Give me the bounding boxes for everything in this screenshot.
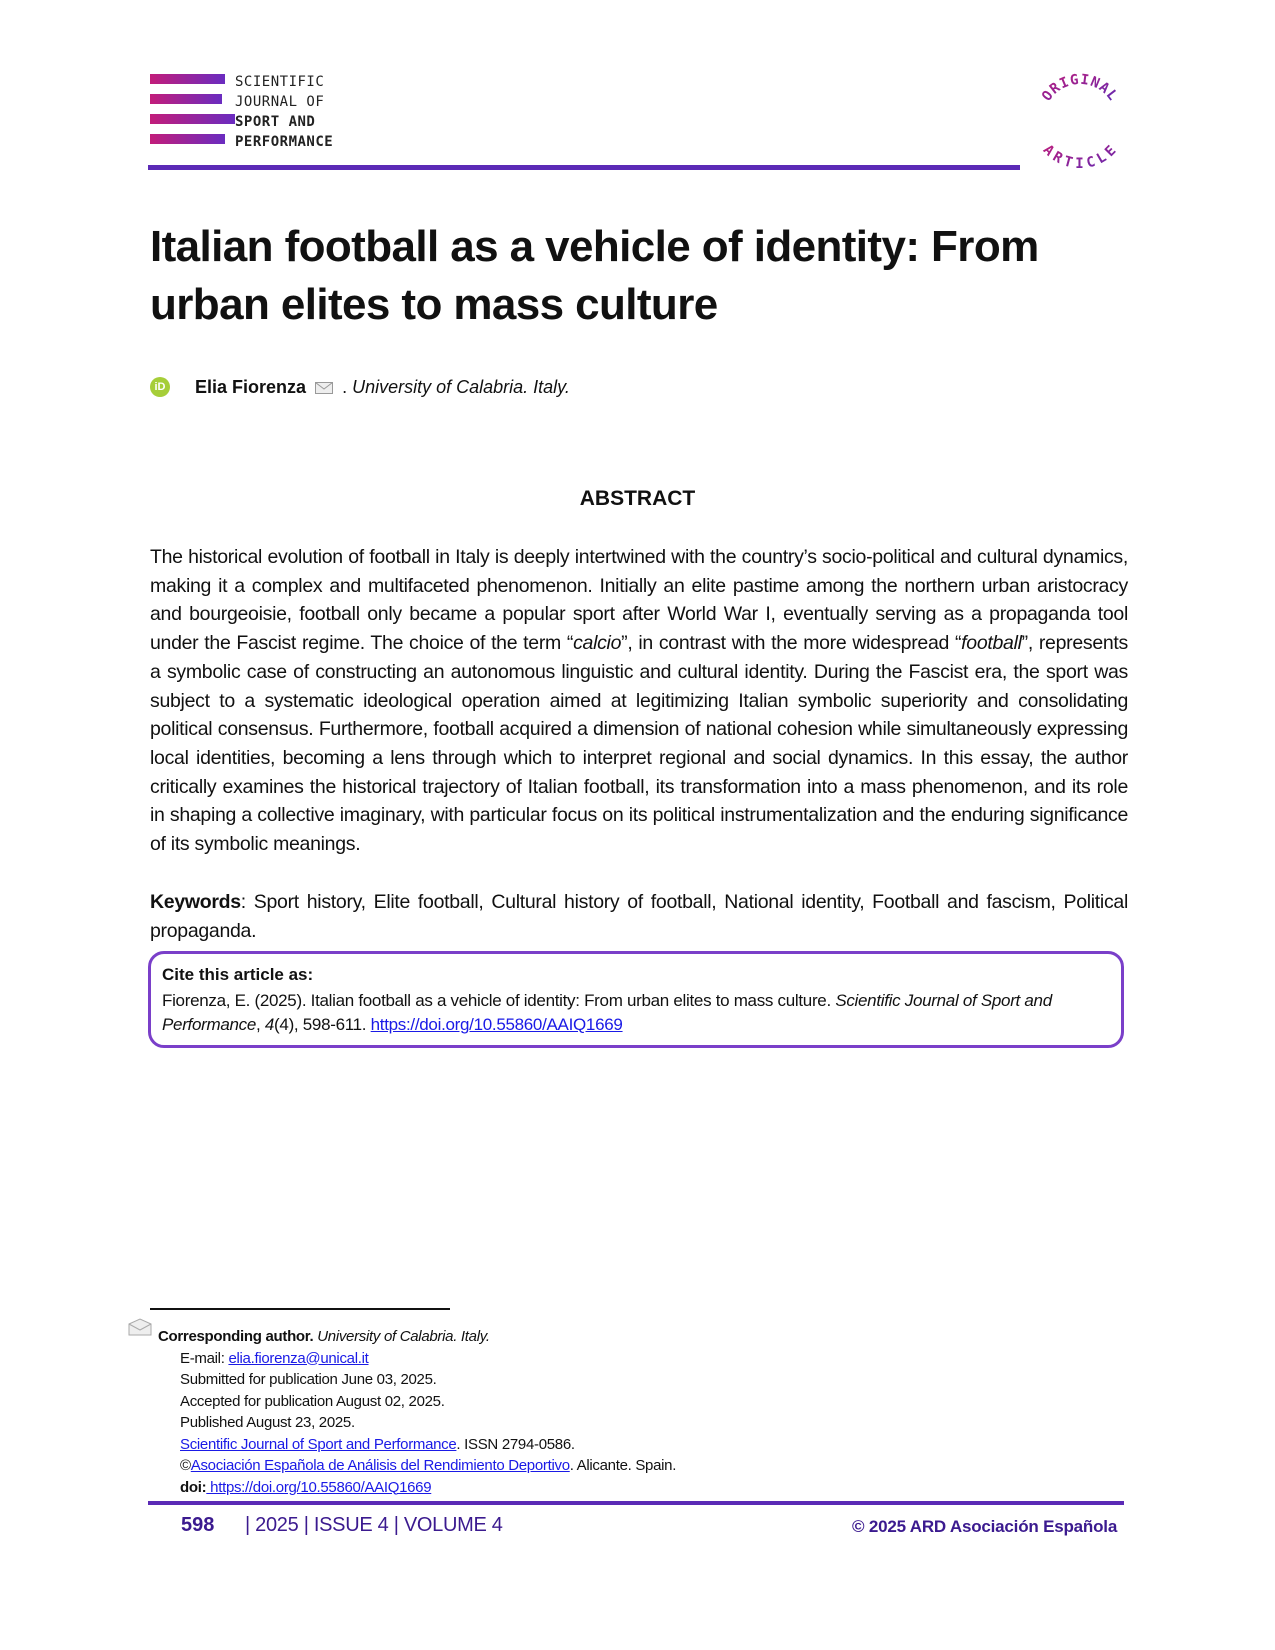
envelope-icon	[128, 1318, 152, 1336]
keywords	[150, 888, 1128, 945]
citation-doi-link[interactable]: https://doi.org/10.55860/AAIQ1669	[370, 1015, 623, 1034]
email-link[interactable]: elia.fiorenza@unical.it	[228, 1349, 369, 1367]
abstract-heading: ABSTRACT	[579, 487, 696, 510]
footnote-doi	[158, 1477, 676, 1499]
abstract-body	[150, 543, 1128, 859]
journal-link[interactable]: Scientific Journal of Sport and Performance	[180, 1435, 457, 1453]
footer-rule	[148, 1501, 1124, 1505]
location: . Alicante. Spain.	[569, 1457, 677, 1474]
citation-text	[162, 989, 1117, 1037]
logo-bar	[150, 114, 235, 124]
issn: . ISSN 2794-0586.	[456, 1435, 575, 1453]
association-link[interactable]: Asociación Española de Análisis del Rendimiento Deportivo	[190, 1457, 570, 1474]
corr-affiliation: University of Calabria. Italy.	[313, 1328, 490, 1345]
citation-volume: 4	[264, 1015, 275, 1034]
doi-label: doi:	[180, 1478, 207, 1496]
abstract-text: ”, represents a symbolic case of constructing an autonomous linguistic and cultural identity. During the Fascist era, the sport was subject to a systematic ideological operation aimed at legitimizing Italian symbolic superiority and consolidating political consensus. Furthermore, football acquired a dimension of national cohesion while simultaneously expressing local identities, becoming a lens through which to interpret regional and social dynamics. In this essay, the author critically examines the historical trajectory of Italian football, its transformation into a mass phenomenon, and its role in shaping a collective imaginary, with particular focus on its political instrumentalization and the enduring significance of its symbolic meanings.	[150, 632, 1128, 856]
logo-bar	[150, 94, 222, 104]
stamp-top-text: ORIGINAL	[1038, 71, 1122, 105]
abstract-term: calcio	[573, 632, 622, 655]
logo-bar	[150, 74, 225, 84]
page-number: 598	[181, 1514, 215, 1536]
keywords-label: Keywords	[150, 891, 241, 913]
original-article-stamp	[1030, 70, 1130, 170]
footnote-journal	[158, 1434, 676, 1456]
footnote-email	[158, 1348, 676, 1370]
citation-ref: Fiorenza, E. (2025). Italian football as a vehicle of identity: From urban elites to mass culture.	[162, 991, 836, 1010]
footer-copyright: © 2025 ARD Asociación Española	[852, 1517, 1118, 1536]
citation-journal: Scientific Journal of Sport and Performance	[162, 991, 1052, 1034]
footnote-block	[158, 1326, 676, 1498]
abstract-text: ”, in contrast with the more widespread “	[621, 632, 962, 655]
copyright-symbol: ©	[180, 1457, 191, 1474]
author-name: Elia Fiorenza	[195, 377, 307, 397]
abstract-text: The historical evolution of football in Italy is deeply intertwined with the country’s socio-political and cultural dynamics, making it a complex and multifaceted phenomenon. Initially an elite pastime among the northern urban aristocracy and bourgeoisie, football only became a popular sport after World War I, eventually serving as a propaganda tool under the Fascist regime. The choice of the term “	[150, 546, 1128, 655]
author-separator: .	[342, 377, 348, 397]
keywords-text: : Sport history, Elite football, Cultural history of football, National identity, Football and fascism, Political propaganda.	[150, 891, 1128, 942]
svg-text:ORIGINAL	[1039, 72, 1121, 105]
header-rule	[148, 165, 1020, 170]
footnote-submitted: Submitted for publication June 03, 2025.	[180, 1371, 437, 1388]
doi-link[interactable]: https://doi.org/10.55860/AAIQ1669	[206, 1478, 432, 1496]
logo-bar	[150, 134, 225, 144]
logo-line: PERFORMANCE	[235, 134, 334, 150]
issue-info: | 2025 | ISSUE 4 | VOLUME 4	[245, 1514, 503, 1536]
corr-label: Corresponding author.	[158, 1328, 314, 1345]
citation-issue: (4), 598-611.	[274, 1015, 371, 1034]
journal-logo-bars	[150, 74, 225, 154]
citation-sep: ,	[256, 1015, 265, 1034]
footnote-rule	[150, 1308, 450, 1310]
email-label: E-mail:	[180, 1349, 229, 1367]
article-title: Italian football as a vehicle of identity: From urban elites to mass culture	[150, 222, 1039, 329]
footnote-accepted: Accepted for publication August 02, 2025.	[180, 1392, 445, 1410]
author-line	[195, 376, 570, 398]
logo-line: SCIENTIFIC	[235, 74, 325, 90]
svg-text:ARTICLE	[1040, 142, 1120, 170]
footnote-published: Published August 23, 2025.	[180, 1414, 355, 1431]
footnote-copyright	[158, 1455, 676, 1477]
envelope-icon[interactable]	[315, 382, 333, 394]
footnote-corresponding	[158, 1326, 676, 1348]
logo-line: JOURNAL OF	[235, 94, 325, 110]
orcid-icon[interactable]: iD	[150, 377, 170, 397]
journal-logo-text	[235, 72, 333, 152]
abstract-term: football	[961, 632, 1022, 655]
citation-heading: Cite this article as:	[162, 965, 314, 984]
author-affiliation: University of Calabria. Italy.	[352, 377, 570, 397]
logo-line: SPORT AND	[235, 114, 316, 130]
stamp-bottom-text: ARTICLE	[1039, 142, 1121, 170]
